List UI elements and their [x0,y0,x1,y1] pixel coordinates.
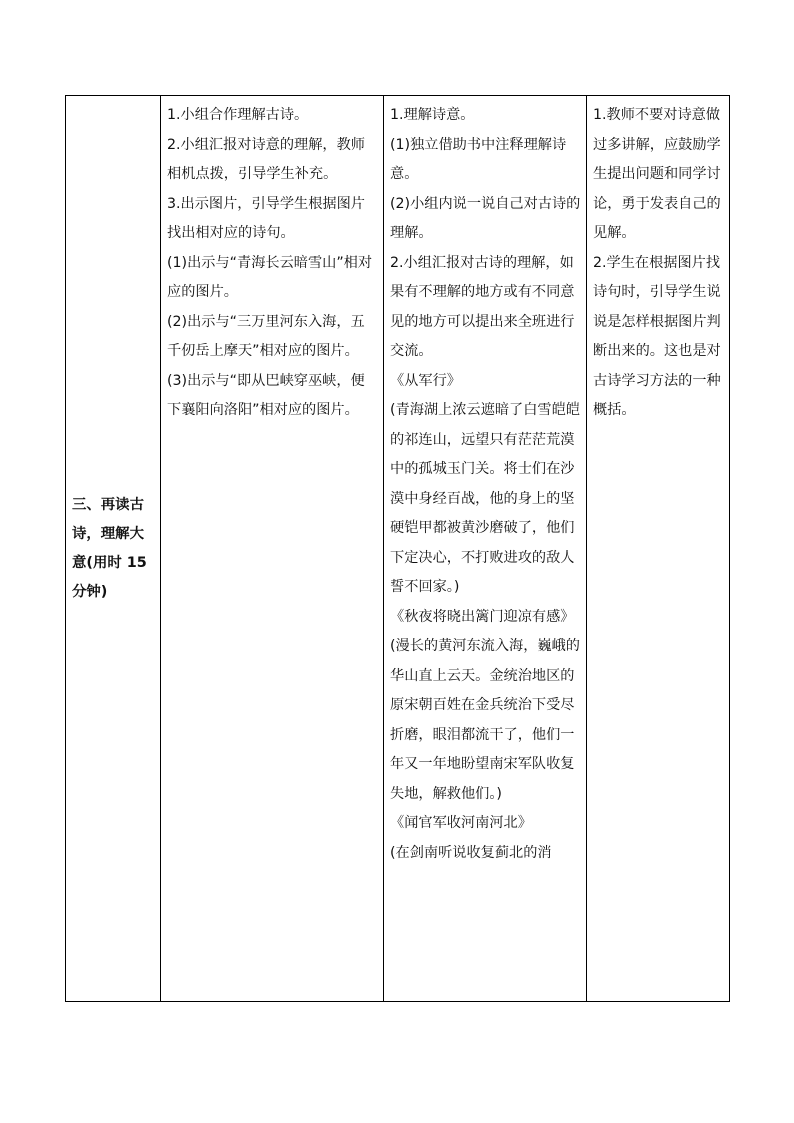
stage-label: 三、再读古诗，理解大意(用时 15 分钟) [72,496,147,600]
teacher-activity-line: 3.出示图片，引导学生根据图片找出相对应的诗句。 [167,195,365,241]
poem-translation: (漫长的黄河东流入海，巍峨的华山直上云天。金统治地区的原宋朝百姓在金兵统治下受尽折磨，眼泪都流干了，他们一年又一年地盼望南宋军队收复失地，解救他们。) [390,638,580,802]
student-activity-line: 1.理解诗意。 [390,107,475,123]
design-note-line: 1.教师不要对诗意做过多讲解，应鼓励学生提出问题和同学讨论，勇于发表自己的见解。 [593,107,721,241]
student-activity-line: (1)独立借助书中注释理解诗意。 [390,136,567,182]
poem-title: 《秋夜将晓出篱门迎凉有感》 [390,608,575,625]
poem-title: 《闻官军收河南河北》 [390,815,532,831]
student-activity-line: (2)小组内说一说自己对古诗的理解。 [390,195,581,241]
poem-translation: (在剑南听说收复蓟北的消 [390,844,552,861]
teacher-activity-line: (3)出示与“即从巴峡穿巫峡，便下襄阳向洛阳”相对应的图片。 [167,372,365,418]
design-note-line: 2.学生在根据图片找诗句时，引导学生说说是怎样根据图片判断出来的。这也是对古诗学习方法的一种概括。 [593,254,721,418]
student-activities-cell [384,96,587,1002]
teacher-activity-line: 1.小组合作理解古诗。 [167,107,309,123]
lesson-plan-table [65,95,730,1002]
stage-cell [66,96,161,1002]
student-activity-line: 2.小组汇报对古诗的理解，如果有不理解的地方或有不同意见的地方可以提出来全班进行交流。 [390,254,575,359]
poem-title: 《从军行》 [390,372,461,389]
poem-translation: (青海湖上浓云遮暗了白雪皑皑的祁连山，远望只有茫茫荒漠中的孤城玉门关。将士们在沙漠中身经百战，他的身上的坚硬铠甲都被黄沙磨破了，他们下定决心，不打败进攻的敌人誓不回家。) [390,402,580,595]
table-row [66,96,730,1002]
design-notes-cell [587,96,730,1002]
teacher-activities-cell [161,96,384,1002]
teacher-activity-line: 2.小组汇报对诗意的理解，教师相机点拨，引导学生补充。 [167,136,365,182]
teacher-activity-line: (1)出示与“青海长云暗雪山”相对应的图片。 [167,254,373,300]
teacher-activity-line: (2)出示与“三万里河东入海，五千仞岳上摩天”相对应的图片。 [167,313,365,359]
